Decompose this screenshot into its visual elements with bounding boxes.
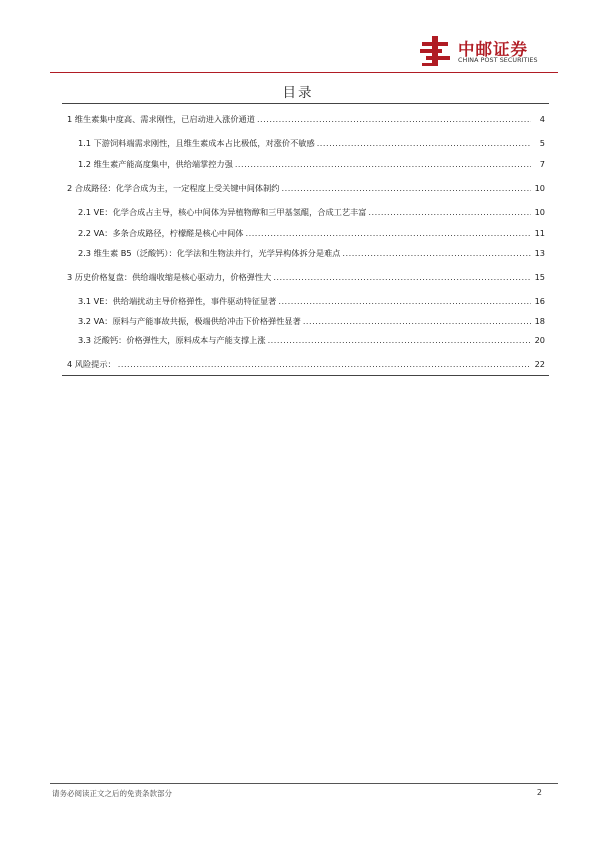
toc-entry-page: 4 (539, 114, 545, 124)
toc-entry-label: 2 合成路径：化学合成为主，一定程度上受关键中间体制约 (67, 183, 280, 193)
toc-entry-3-2[interactable] (78, 316, 545, 326)
toc-leader-dots (273, 272, 531, 282)
toc-entry-2-2[interactable] (78, 228, 545, 238)
toc-leader-dots (317, 138, 531, 148)
toc-entry-page: 10 (534, 183, 545, 193)
toc-entry-4[interactable] (67, 359, 545, 369)
toc-entry-label: 2.2 VA：多条合成路径，柠檬醛是核心中间体 (78, 228, 244, 238)
toc-entry-2-3[interactable] (78, 248, 545, 258)
toc-entry-page: 22 (534, 359, 545, 369)
toc-entry-label: 1.2 维生素产能高度集中，供给端掌控力强 (78, 159, 233, 169)
toc-entry-page: 15 (534, 272, 545, 282)
brand-name-en: CHINA POST SECURITIES (458, 57, 538, 64)
toc-entry-label: 3.2 VA：原料与产能事故共振，极端供给冲击下价格弹性显著 (78, 316, 301, 326)
toc-entry-label: 2.1 VE：化学合成占主导，核心中间体为异植物醇和三甲基氢醌，合成工艺丰富 (78, 207, 367, 217)
toc-leader-dots (342, 248, 531, 258)
toc-leader-dots (368, 207, 531, 217)
toc-entry-label: 3.1 VE：供给端扰动主导价格弹性，事件驱动特征显著 (78, 296, 277, 306)
toc-entry-3-3[interactable] (78, 335, 545, 345)
toc-entry-page: 11 (534, 228, 545, 238)
toc-entry-page: 7 (539, 159, 545, 169)
toc-entry-page: 18 (534, 316, 545, 326)
toc-entry-page: 16 (534, 296, 545, 306)
toc-entry-page: 20 (534, 335, 545, 345)
toc-leader-dots (303, 316, 531, 326)
toc-leader-dots (268, 335, 531, 345)
toc-leader-dots (246, 228, 532, 238)
toc-leader-dots (118, 359, 531, 369)
toc-entry-3-1[interactable] (78, 296, 545, 306)
toc-entry-label: 1 维生素集中度高、需求刚性，已启动进入涨价通道 (67, 114, 255, 124)
toc-entry-2-1[interactable] (78, 207, 545, 217)
brand-name-cn: 中邮证券 (458, 40, 528, 59)
toc-entry-3[interactable] (67, 272, 545, 282)
footer-page-number: 2 (536, 788, 542, 797)
header-divider (50, 72, 558, 73)
toc-leader-dots (282, 183, 532, 193)
toc-entry-page: 13 (534, 248, 545, 258)
toc-top-divider (62, 103, 549, 104)
toc-leader-dots (278, 296, 531, 306)
toc-leader-dots (235, 159, 531, 169)
toc-entry-label: 4 风险提示： (67, 359, 116, 369)
footer-disclaimer: 请务必阅读正文之后的免责条款部分 (52, 789, 172, 798)
toc-entry-page: 5 (539, 138, 545, 148)
toc-entry-2[interactable] (67, 183, 545, 193)
footer-divider (50, 783, 558, 784)
brand-logo (418, 34, 558, 70)
toc-entry-1-1[interactable] (78, 138, 545, 148)
toc-title: 目录 (282, 85, 314, 101)
toc-entry-label: 2.3 维生素 B5（泛酸钙）：化学法和生物法并行，光学异构体拆分是难点 (78, 248, 341, 258)
toc-bottom-divider (62, 375, 549, 376)
toc-entry-1-2[interactable] (78, 159, 545, 169)
toc-entry-label: 3 历史价格复盘：供给端收缩是核心驱动力，价格弹性大 (67, 272, 272, 282)
toc-entry-label: 1.1 下游饲料端需求刚性，且维生素成本占比极低，对涨价不敏感 (78, 138, 315, 148)
toc-entry-1[interactable] (67, 114, 545, 124)
toc-leader-dots (257, 114, 531, 124)
toc-entry-label: 3.3 泛酸钙：价格弹性大，原料成本与产能支撑上涨 (78, 335, 266, 345)
china-post-logo-icon (418, 34, 452, 68)
toc-entry-page: 10 (534, 207, 545, 217)
